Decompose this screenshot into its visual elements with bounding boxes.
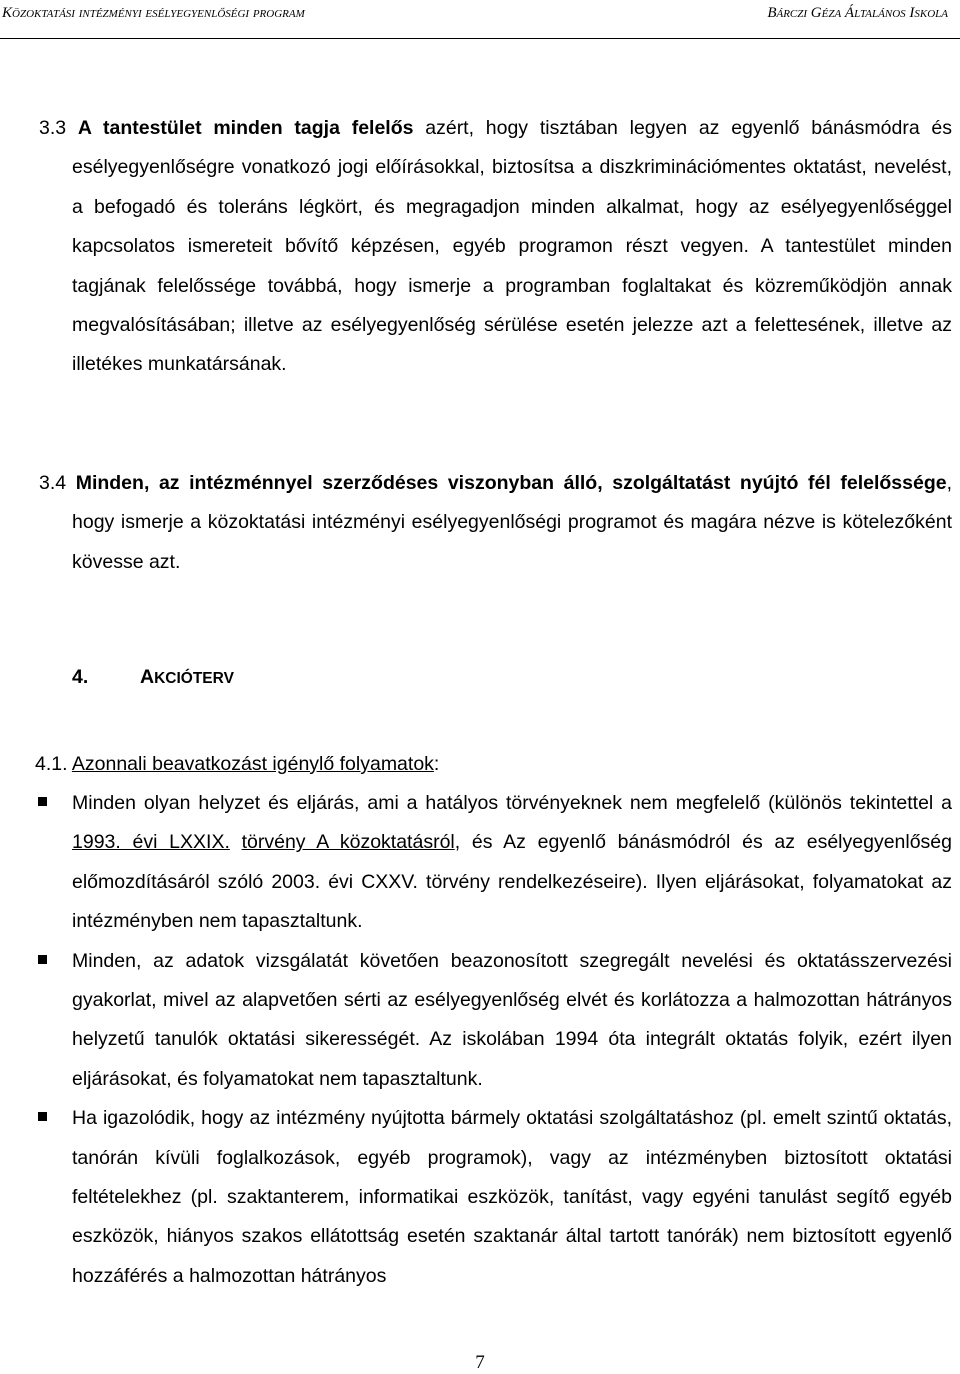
header-left-title: Közoktatási intézményi esélyegyenlőségi program	[2, 5, 305, 21]
list-item-spacer	[230, 831, 242, 853]
list-item-text: Ha igazolódik, hogy az intézmény nyújtotta bármely oktatási szolgáltatáshoz (pl. emelt szintű oktatás, tanórán kívüli foglalkozások, egyéb programok), vagy az intézményben biztosított oktatási feltételekhez (pl. szaktanterem, informatikai eszközök, tanítást, vagy egyéni tanulást segítő egyéb eszközök, hiányos szakos ellátottság esetén szaktanár által tartott tanórák) nem biztosított egyenlő hozzáférés a halmozottan hátrányos	[72, 1107, 952, 1287]
list-item-text: Minden olyan helyzet és eljárás, ami a hatályos törvényeknek nem megfelelő (különös tekintettel a	[72, 792, 952, 814]
page-number: 7	[475, 1352, 485, 1373]
paragraph-bold-lead: A tantestület minden tagja felelős	[77, 117, 414, 139]
paragraph-3-4	[39, 464, 952, 582]
paragraph-bold-lead: Minden, az intézménnyel szerződéses viszonyban álló, szolgáltatást nyújtó fél felelőssége	[75, 472, 947, 494]
subsection-title: Azonnali beavatkozást igénylő folyamatok	[71, 753, 434, 775]
list-item	[72, 942, 952, 1100]
square-bullet-icon	[38, 1112, 47, 1121]
paragraph-3-3	[39, 109, 953, 385]
list-item	[72, 1099, 952, 1296]
square-bullet-icon	[38, 797, 47, 806]
law-reference-link[interactable]: 1993. évi LXXIX.	[72, 831, 230, 854]
page-header	[0, 0, 960, 39]
section-title-rest: KCIÓTERV	[154, 670, 234, 687]
header-right-title: Bárczi Géza Általános Iskola	[767, 5, 948, 21]
section-title-initial: A	[140, 666, 155, 688]
subsection-heading	[35, 745, 439, 784]
paragraph-number: 3.3	[39, 117, 67, 139]
list-item-text: Minden, az adatok vizsgálatát követően beazonosított szegregált nevelési és oktatásszervezési gyakorlat, mivel az alapvetően sérti az esélyegyenlőség elvét és korlátozza a halmozottan hátrányos helyzetű tanulók oktatási sikerességét. Az iskolában 1994 óta integrált oktatás folyik, ezért ilyen eljárásokat, és folyamatokat nem tapasztaltunk.	[72, 949, 952, 1090]
subsection-colon: :	[433, 753, 440, 775]
bullet-list	[72, 784, 952, 1296]
square-bullet-icon	[38, 955, 47, 964]
list-item-text: , és Az egyenlő bánásmódról és az esélyegyenlőség előmozdításáról szóló 2003. évi CXXV. törvény rendelkezéseire). Ilyen eljárásokat, folyamatokat az intézményben nem tapasztaltunk.	[72, 831, 953, 933]
paragraph-number: 3.4	[39, 472, 67, 494]
paragraph-text: azért, hogy tisztában legyen az egyenlő bánásmódra és esélyegyenlőségre vonatkozó jogi előírásokkal, biztosítsa a diszkriminációmentes oktatást, nevelést, a befogadó és toleráns légkört, és megragadjon minden alkalmat, hogy az esélyegyenlőséggel kapcsolatos ismereteit bővítő képzésen, egyéb programon részt vegyen. A tantestület minden tagjának felelőssége továbbá, hogy ismerje a programban foglaltakat és közreműködjön annak megvalósításában; illetve az esélyegyenlőség sérülése esetén jelezze azt a felettesének, illetve az illetékes munkatársának.	[72, 117, 953, 376]
section-title	[140, 666, 234, 689]
subsection-number: 4.1.	[35, 753, 68, 775]
list-item	[72, 784, 952, 942]
section-number: 4.	[72, 666, 89, 688]
paragraph-text: , hogy ismerje a közoktatási intézményi esélyegyenlőségi programot és magára nézve is kötelezőként kövesse azt.	[72, 472, 952, 573]
law-reference-link[interactable]: törvény A közoktatásról	[241, 831, 455, 854]
